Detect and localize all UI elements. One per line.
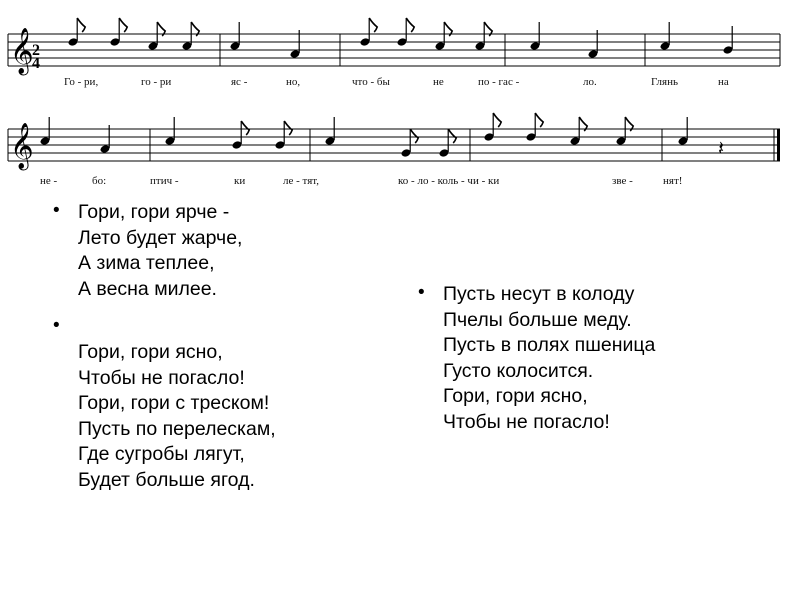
time-signature-top: 2 (32, 42, 40, 59)
final-bar (777, 129, 780, 161)
verse-line: Пусть несут в колоду (443, 283, 635, 305)
lyric-syllable: ки (234, 175, 246, 187)
sheet-music (0, 0, 800, 200)
staff-row-2 (8, 113, 780, 171)
note-flag (493, 113, 501, 127)
verse-line: Гори, гори ясно, (78, 341, 223, 363)
lyric-syllable: не - (40, 175, 58, 187)
verse-line: Густо колосится. (443, 359, 594, 382)
verse-line: Где сугробы лягут, (78, 443, 245, 465)
lyric-syllable: яс - (231, 76, 248, 88)
lyric-syllable: по - гас - (478, 76, 520, 88)
note-flag (241, 121, 249, 135)
verse-line: Гори, гори с треском! (78, 392, 270, 414)
verse-3 (443, 282, 655, 435)
treble-clef-icon: 𝄞 (10, 28, 34, 74)
verse-line: Чтобы не погасло! (78, 366, 245, 389)
lyric-syllable: бо: (92, 175, 107, 187)
lyric-syllable: не (433, 76, 444, 88)
verse-line: Пусть по перелескам, (78, 417, 276, 440)
note-flag (448, 129, 456, 143)
note-flag (119, 18, 127, 32)
lyric-syllable: Го - ри, (64, 76, 99, 88)
quarter-rest-icon: 𝄽 (718, 136, 725, 160)
lyric-syllable: нят! (663, 175, 683, 187)
lyric-syllable: но, (286, 76, 301, 88)
verse-line: А зима теплее, (78, 252, 215, 274)
bullet-icon: • (53, 200, 60, 221)
lyric-syllable: Глянь (651, 76, 678, 88)
verse-line: Гори, гори ярче - (78, 201, 230, 223)
note-flag (406, 18, 414, 32)
lyric-syllable: го - ри (141, 76, 172, 88)
verse-1 (78, 200, 242, 302)
verse-line: Чтобы не погасло! (443, 410, 610, 433)
verse-line: Пчелы больше меду. (443, 308, 632, 331)
note-flag (369, 18, 377, 32)
lyric-syllable: ло. (583, 76, 597, 88)
verse-line: Будет больше ягод. (78, 468, 255, 491)
note-flag (535, 113, 543, 127)
note-flag (77, 18, 85, 32)
lyric-syllable: на (718, 76, 729, 88)
bullet-icon: • (418, 282, 425, 303)
verse-line: Пусть в полях пшеница (443, 334, 656, 356)
staff-row-1 (8, 18, 780, 76)
verse-line: А весна милее. (78, 277, 217, 300)
lyric-syllable: зве - (612, 175, 633, 187)
time-signature-bottom: 4 (32, 55, 40, 72)
lyric-syllable: ле - тят, (283, 175, 319, 187)
lyric-syllable: птич - (150, 175, 179, 187)
treble-clef-icon: 𝄞 (10, 123, 34, 169)
bullet-icon: • (53, 315, 60, 336)
verse-line: Гори, гори ясно, (443, 385, 588, 407)
verse-2 (78, 340, 276, 493)
verse-line: Лето будет жарче, (78, 226, 243, 249)
lyric-syllable: что - бы (352, 76, 390, 88)
lyric-syllable: ко - ло - коль - чи - ки (398, 175, 500, 187)
note-flag (284, 121, 292, 135)
note-flag (410, 129, 418, 143)
